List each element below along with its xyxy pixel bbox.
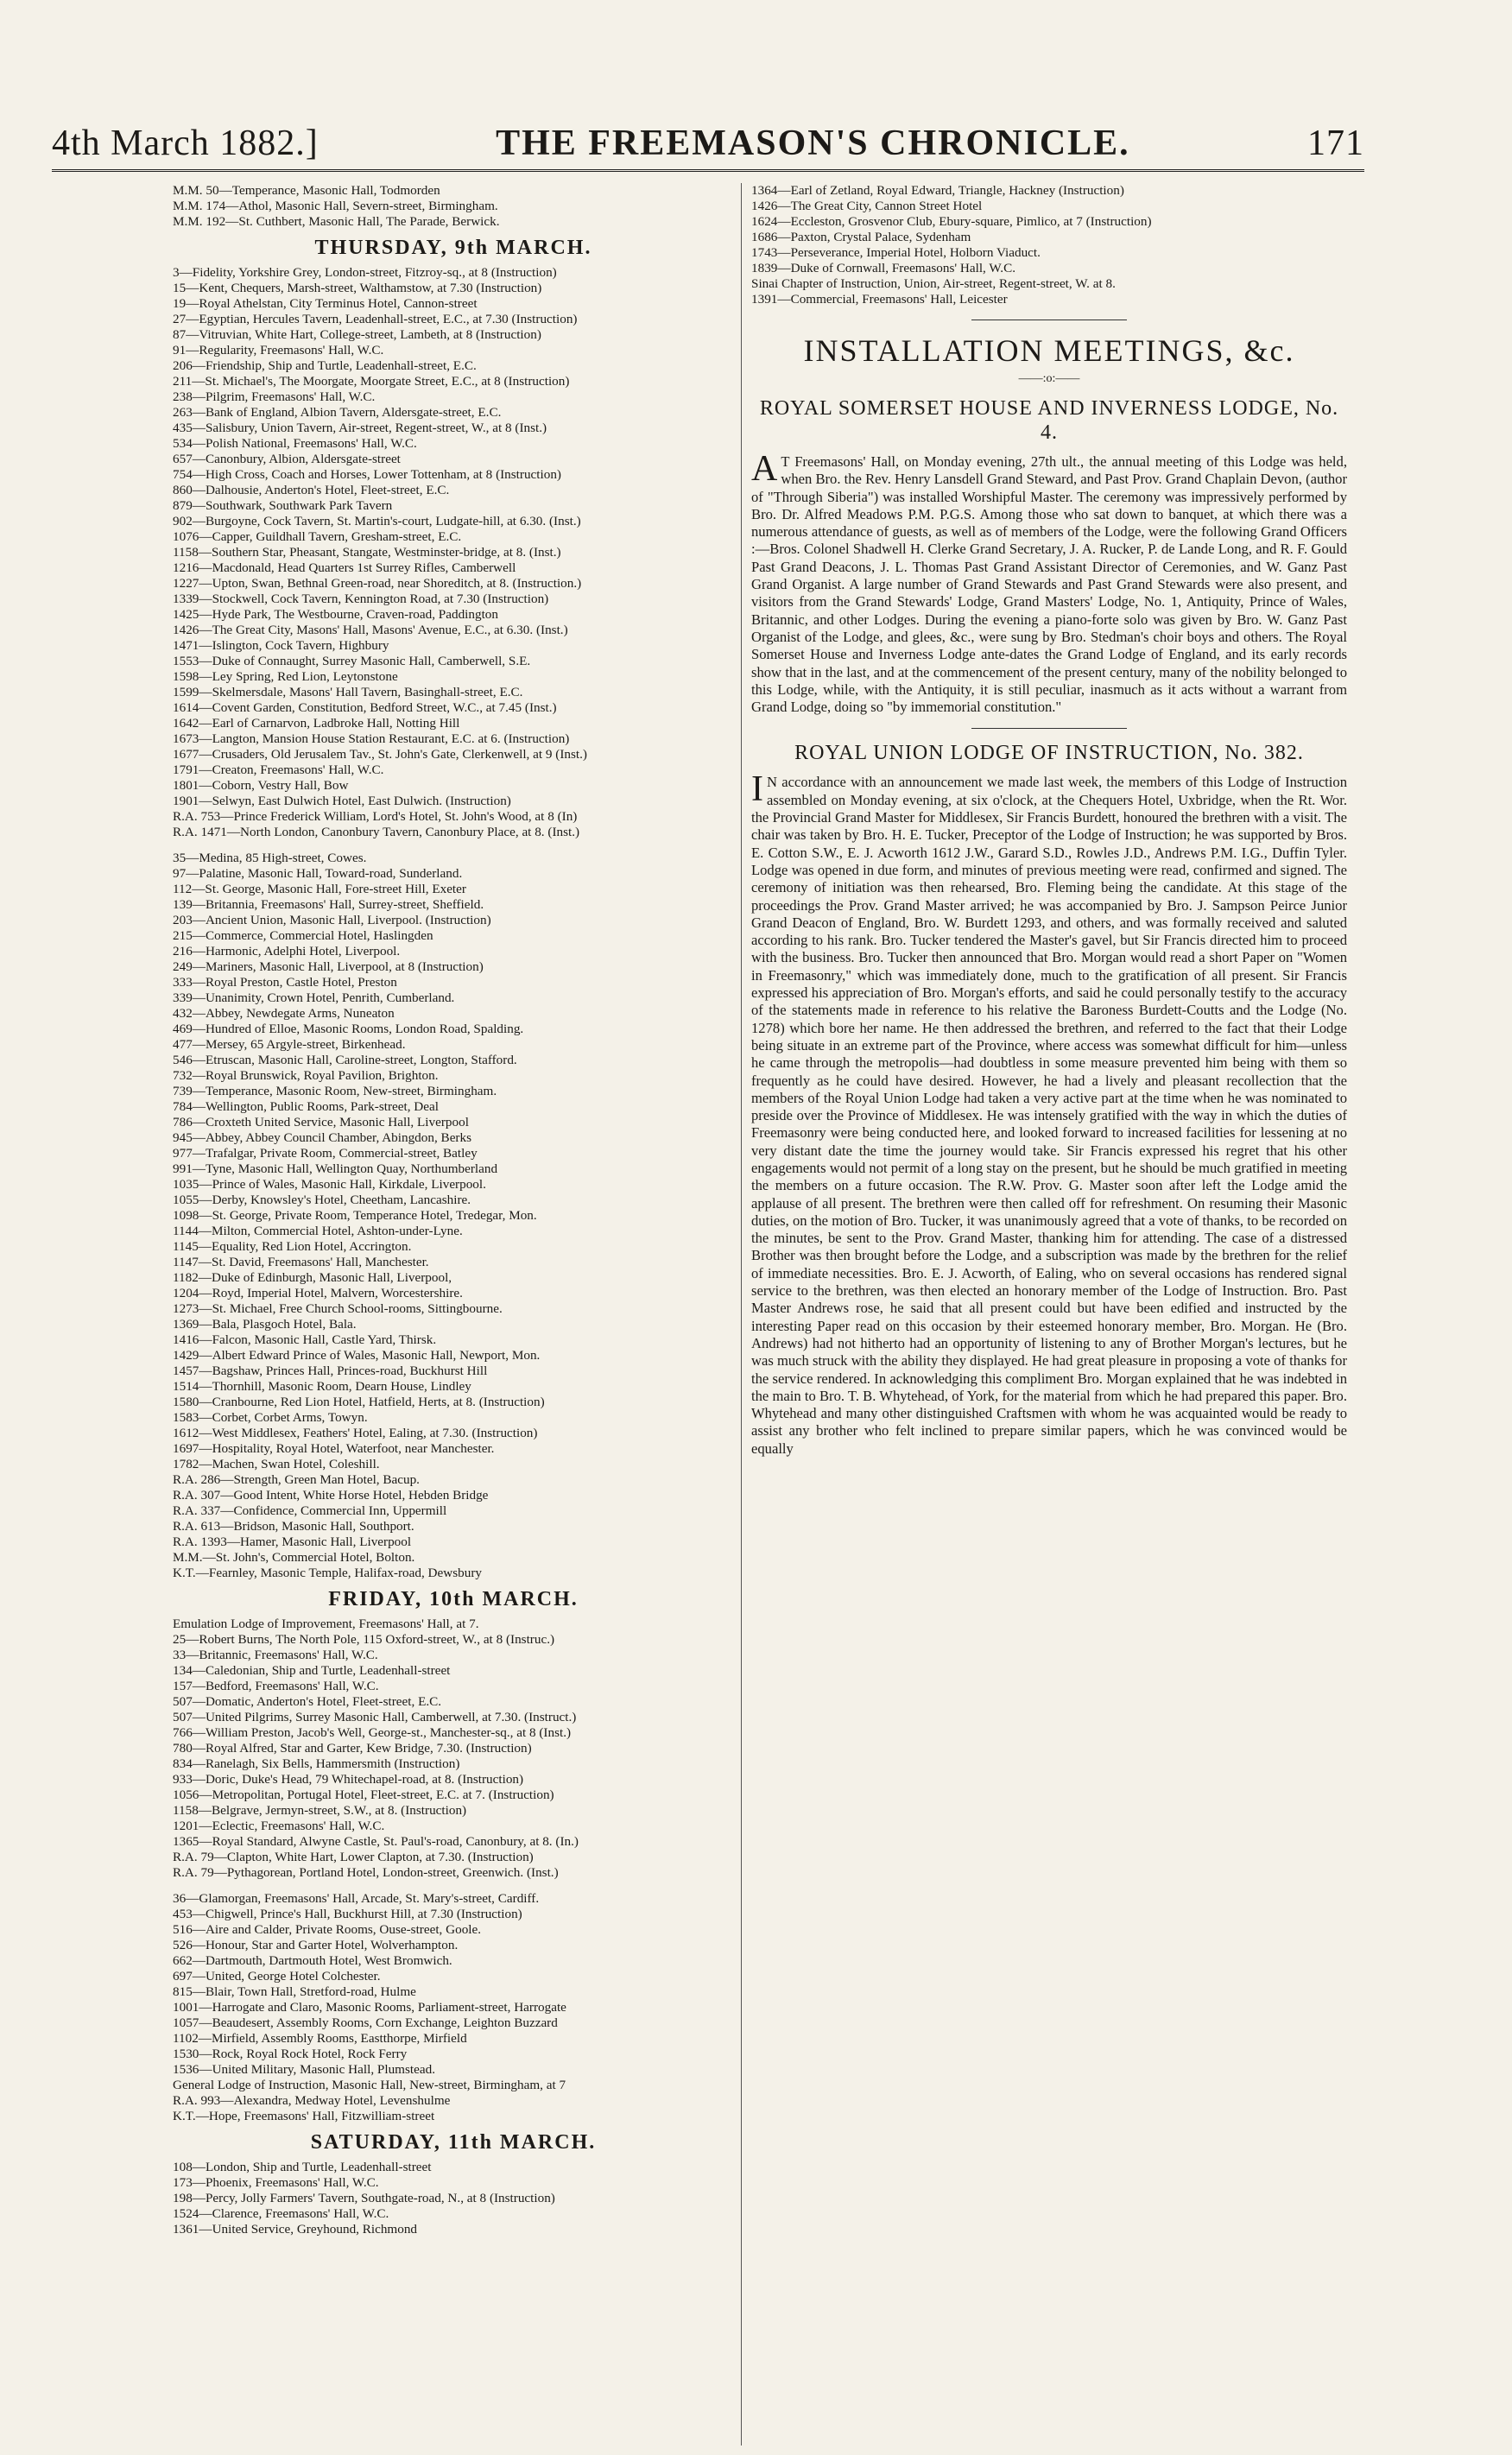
lodge-entry: 507—United Pilgrims, Surrey Masonic Hall, Camberwell, at 7.30. (Instruct.) (173, 1710, 577, 1724)
lodge-entry: 1553—Duke of Connaught, Surrey Masonic Hall, Camberwell, S.E. (173, 654, 531, 668)
lodge-entry: 1001—Harrogate and Claro, Masonic Rooms, Parliament-street, Harrogate (173, 2000, 566, 2015)
page-header (52, 121, 1364, 164)
lodge-entry: 477—Mersey, 65 Argyle-street, Birkenhead. (173, 1037, 406, 1052)
lodge-entry: 1369—Bala, Plasgoch Hotel, Bala. (173, 1317, 357, 1332)
lodge-entry: 933—Doric, Duke's Head, 79 Whitechapel-road, at 8. (Instruction) (173, 1772, 524, 1787)
lodge-entry: 534—Polish National, Freemasons' Hall, W.C. (173, 436, 417, 451)
lodge-entry: 766—William Preston, Jacob's Well, George-st., Manchester-sq., at 8 (Inst.) (173, 1725, 572, 1740)
lodge-entry: 112—St. George, Masonic Hall, Fore-street Hill, Exeter (173, 882, 466, 896)
lodge-entry: 108—London, Ship and Turtle, Leadenhall-street (173, 2160, 432, 2174)
lodge-entry: R.A. 79—Clapton, White Hart, Lower Clapton, at 7.30. (Instruction) (173, 1850, 534, 1864)
lodge-entry: 1391—Commercial, Freemasons' Hall, Leicester (751, 292, 1008, 307)
thursday-provincial-list (173, 851, 734, 1581)
friday-heading: FRIDAY, 10th MARCH. (328, 1588, 579, 1610)
lodge-entry: 1364—Earl of Zetland, Royal Edward, Triangle, Hackney (Instruction) (751, 183, 1124, 198)
lodge-entry: 1158—Southern Star, Pheasant, Stangate, Westminster-bridge, at 8. (Inst.) (173, 545, 561, 560)
lodge-entry: 786—Croxteth United Service, Masonic Hall, Liverpool (173, 1115, 469, 1129)
lodge-entry: 1147—St. David, Freemasons' Hall, Manchester. (173, 1255, 429, 1269)
lodge-entry: 249—Mariners, Masonic Hall, Liverpool, at 8 (Instruction) (173, 959, 484, 974)
lodge-entry: 902—Burgoyne, Cock Tavern, St. Martin's-court, Ludgate-hill, at 6.30. (Inst.) (173, 514, 581, 528)
lodge-entry: 1426—The Great City, Cannon Street Hotel (751, 199, 983, 213)
lodge-entry: R.A. 286—Strength, Green Man Hotel, Bacup. (173, 1472, 420, 1487)
lodge-entry: 1514—Thornhill, Masonic Room, Dearn House, Lindley (173, 1379, 471, 1394)
lodge-entry: 1273—St. Michael, Free Church School-rooms, Sittingbourne. (173, 1301, 503, 1316)
lodge-entry: 1743—Perseverance, Imperial Hotel, Holborn Viaduct. (751, 245, 1041, 260)
lodge-entry: R.A. 79—Pythagorean, Portland Hotel, London-street, Greenwich. (Inst.) (173, 1865, 559, 1880)
left-column (173, 183, 734, 2446)
lodge-entry: R.A. 993—Alexandra, Medway Hotel, Levenshulme (173, 2093, 451, 2108)
lodge-entry: 1530—Rock, Royal Rock Hotel, Rock Ferry (173, 2047, 408, 2061)
lodge-entry: 1697—Hospitality, Royal Hotel, Waterfoot, near Manchester. (173, 1441, 495, 1456)
lodge-entry: M.M. 192—St. Cuthbert, Masonic Hall, The Parade, Berwick. (173, 214, 500, 229)
lodge-entry: R.A. 337—Confidence, Commercial Inn, Uppermill (173, 1503, 447, 1518)
lodge-entry: 263—Bank of England, Albion Tavern, Aldersgate-street, E.C. (173, 405, 502, 420)
lodge-entry: 526—Honour, Star and Garter Hotel, Wolverhampton. (173, 1938, 459, 1952)
lodge-entry: 91—Regularity, Freemasons' Hall, W.C. (173, 343, 384, 357)
lodge-entry: 1056—Metropolitan, Portugal Hotel, Fleet-street, E.C. at 7. (Instruction) (173, 1787, 554, 1802)
lodge-entry: 657—Canonbury, Albion, Aldersgate-street (173, 452, 401, 466)
lodge-entry: 834—Ranelagh, Six Bells, Hammersmith (Instruction) (173, 1756, 460, 1771)
lodge-entry: M.M.—St. John's, Commercial Hotel, Bolton. (173, 1550, 415, 1565)
lodge-entry: 1076—Capper, Guildhall Tavern, Gresham-street, E.C. (173, 529, 462, 544)
lodge-entry: 1614—Covent Garden, Constitution, Bedford Street, W.C., at 7.45 (Inst.) (173, 700, 557, 715)
article2-heading: ROYAL UNION LODGE OF INSTRUCTION, No. 382. (794, 742, 1304, 765)
lodge-entry: 991—Tyne, Masonic Hall, Wellington Quay, Northumberland (173, 1161, 498, 1176)
lodge-entry: 1144—Milton, Commercial Hotel, Ashton-under-Lyne. (173, 1224, 463, 1238)
left-top-list (173, 183, 734, 230)
lodge-entry: 333—Royal Preston, Castle Hotel, Preston (173, 975, 397, 990)
lodge-entry: 1673—Langton, Mansion House Station Restaurant, E.C. at 6. (Instruction) (173, 731, 570, 746)
lodge-entry: 1426—The Great City, Masons' Hall, Masons' Avenue, E.C., at 6.30. (Inst.) (173, 623, 568, 637)
lodge-entry: 1182—Duke of Edinburgh, Masonic Hall, Liverpool, (173, 1270, 452, 1285)
lodge-entry: 662—Dartmouth, Dartmouth Hotel, West Bromwich. (173, 1953, 452, 1968)
lodge-entry: 1098—St. George, Private Room, Temperance Hotel, Tredegar, Mon. (173, 1208, 537, 1223)
lodge-entry: 1057—Beaudesert, Assembly Rooms, Corn Exchange, Leighton Buzzard (173, 2015, 558, 2030)
lodge-entry: 697—United, George Hotel Colchester. (173, 1969, 381, 1984)
lodge-entry: 27—Egyptian, Hercules Tavern, Leadenhall-street, E.C., at 7.30 (Instruction) (173, 312, 578, 326)
article1-body: AT Freemasons' Hall, on Monday evening, 27th ult., the annual meeting of this Lodge was held, when Bro. the Rev. Henry Lansdell Grand Steward, and Past Prov. Grand Chaplain Devon, (author of "Through Siberia") was installed Worshipful Master. The ceremony was impressively performed by Bro. Dr. Alfred Meadows P.M. P.G.S. Among those who sat down to banquet, at which there was a numerous attendance of guests, as well as of members of the Lodge, were the following Grand Officers :—Bros. Colonel Shadwell H. Clerke Grand Secretary, J. A. Rucker, P. de Lande Long, and R. F. Gould Past Grand Deacons, J. L. Thomas Past Grand Assistant Director of Ceremonies, and W. Ganz Past Grand Organist. A large number of Grand Stewards and Past Grand Stewards were also present, and visitors from the Grand Stewards' Lodge, Grand Masters' Lodge, No. 1, Antiquity, Prince of Wales, Britannic, and other Lodges. During the evening a piano-forte solo was given by Bro. W. Ganz Past Organist of the Lodge, and glees, &c., were sung by Bro. Stedman's choir boys and others. The Royal Somerset House and Inverness Lodge ante-dates the Grand Lodge of England, and its early records show that in the last, and at the commencement of the present century, many of the nobility belonged to this Lodge, while, with the Antiquity, it is still peculiar, inasmuch as it acts without a warrant from Grand Lodge, doing so "by immemorial constitution." (751, 449, 1347, 716)
friday-provincial-list (173, 1891, 734, 2124)
lodge-entry: 1102—Mirfield, Assembly Rooms, Eastthorpe, Mirfield (173, 2031, 467, 2046)
lodge-entry: 815—Blair, Town Hall, Stretford-road, Hulme (173, 1984, 416, 1999)
lodge-entry: 977—Trafalgar, Private Room, Commercial-street, Batley (173, 1146, 478, 1161)
saturday-heading: SATURDAY, 11th MARCH. (310, 2131, 597, 2154)
lodge-entry: 215—Commerce, Commercial Hotel, Haslingden (173, 928, 433, 943)
lodge-entry: 1901—Selwyn, East Dulwich Hotel, East Dulwich. (Instruction) (173, 794, 511, 808)
lodge-entry: 1583—Corbet, Corbet Arms, Towyn. (173, 1410, 368, 1425)
thursday-heading: THURSDAY, 9th MARCH. (314, 237, 592, 259)
installation-meetings-heading: INSTALLATION MEETINGS, &c. (803, 333, 1295, 368)
article-rule (971, 728, 1127, 729)
right-column (751, 183, 1347, 2446)
lodge-entry: 1612—West Middlesex, Feathers' Hotel, Ealing, at 7.30. (Instruction) (173, 1426, 538, 1440)
lodge-entry: 1791—Creaton, Freemasons' Hall, W.C. (173, 762, 384, 777)
lodge-entry: K.T.—Fearnley, Masonic Temple, Halifax-road, Dewsbury (173, 1566, 482, 1580)
lodge-entry: 1471—Islington, Cock Tavern, Highbury (173, 638, 389, 653)
lodge-entry: R.A. 1471—North London, Canonbury Tavern, Canonbury Place, at 8. (Inst.) (173, 825, 580, 839)
friday-list (173, 1617, 734, 1881)
lodge-entry: 453—Chigwell, Prince's Hall, Buckhurst Hill, at 7.30 (Instruction) (173, 1907, 522, 1921)
lodge-entry: 1145—Equality, Red Lion Hotel, Accrington. (173, 1239, 412, 1254)
lodge-entry: 139—Britannia, Freemasons' Hall, Surrey-street, Sheffield. (173, 897, 484, 912)
lodge-entry: 203—Ancient Union, Masonic Hall, Liverpool. (Instruction) (173, 913, 491, 927)
lodge-entry: 173—Phoenix, Freemasons' Hall, W.C. (173, 2175, 379, 2190)
lodge-entry: 945—Abbey, Abbey Council Chamber, Abingdon, Berks (173, 1130, 471, 1145)
lodge-entry: 157—Bedford, Freemasons' Hall, W.C. (173, 1679, 379, 1693)
header-rule (52, 169, 1364, 172)
lodge-entry: 97—Palatine, Masonic Hall, Toward-road, Sunderland. (173, 866, 463, 881)
lodge-entry: 1536—United Military, Masonic Hall, Plumstead. (173, 2062, 435, 2077)
lodge-entry: 1686—Paxton, Crystal Palace, Sydenham (751, 230, 971, 244)
lodge-entry: 754—High Cross, Coach and Horses, Lower Tottenham, at 8 (Instruction) (173, 467, 561, 482)
lodge-entry: 1158—Belgrave, Jermyn-street, S.W., at 8. (Instruction) (173, 1803, 467, 1818)
lodge-entry: 216—Harmonic, Adelphi Hotel, Liverpool. (173, 944, 401, 959)
lodge-entry: 1339—Stockwell, Cock Tavern, Kennington Road, at 7.30 (Instruction) (173, 592, 549, 606)
lodge-entry: M.M. 174—Athol, Masonic Hall, Severn-street, Birmingham. (173, 199, 498, 213)
lodge-entry: 211—St. Michael's, The Moorgate, Moorgate Street, E.C., at 8 (Instruction) (173, 374, 570, 389)
lodge-entry: 507—Domatic, Anderton's Hotel, Fleet-street, E.C. (173, 1694, 442, 1709)
lodge-entry: 1457—Bagshaw, Princes Hall, Princes-road, Buckhurst Hill (173, 1364, 488, 1378)
lodge-entry: 432—Abbey, Newdegate Arms, Nuneaton (173, 1006, 395, 1021)
lodge-entry: 1839—Duke of Cornwall, Freemasons' Hall, W.C. (751, 261, 1016, 275)
thursday-list (173, 265, 734, 840)
lodge-entry: 198—Percy, Jolly Farmers' Tavern, Southgate-road, N., at 8 (Instruction) (173, 2191, 555, 2205)
lodge-entry: 732—Royal Brunswick, Royal Pavilion, Brighton. (173, 1068, 439, 1083)
lodge-entry: 1216—Macdonald, Head Quarters 1st Surrey Rifles, Camberwell (173, 560, 516, 575)
lodge-entry: 87—Vitruvian, White Hart, College-street, Lambeth, at 8 (Instruction) (173, 327, 541, 342)
lodge-entry: R.A. 753—Prince Frederick William, Lord's Hotel, St. John's Wood, at 8 (In) (173, 809, 578, 824)
lodge-entry: 238—Pilgrim, Freemasons' Hall, W.C. (173, 389, 376, 404)
lodge-entry: 1642—Earl of Carnarvon, Ladbroke Hall, Notting Hill (173, 716, 460, 731)
lodge-entry: 1227—Upton, Swan, Bethnal Green-road, near Shoreditch, at 8. (Instruction.) (173, 576, 582, 591)
lodge-entry: 780—Royal Alfred, Star and Garter, Kew Bridge, 7.30. (Instruction) (173, 1741, 532, 1756)
lodge-entry: 739—Temperance, Masonic Room, New-street, Birmingham. (173, 1084, 497, 1098)
lodge-entry: 1677—Crusaders, Old Jerusalem Tav., St. John's Gate, Clerkenwell, at 9 (Inst.) (173, 747, 587, 762)
lodge-entry: 1365—Royal Standard, Alwyne Castle, St. Paul's-road, Canonbury, at 8. (In.) (173, 1834, 579, 1849)
publication-title: THE FREEMASON'S CHRONICLE. (496, 123, 1130, 163)
lodge-entry: 1624—Eccleston, Grosvenor Club, Ebury-square, Pimlico, at 7 (Instruction) (751, 214, 1152, 229)
lodge-entry: 1580—Cranbourne, Red Lion Hotel, Hatfield, Herts, at 8. (Instruction) (173, 1395, 545, 1409)
lodge-entry: R.A. 1393—Hamer, Masonic Hall, Liverpool (173, 1534, 412, 1549)
lodge-entry: 1204—Royd, Imperial Hotel, Malvern, Worcestershire. (173, 1286, 463, 1300)
lodge-entry: 36—Glamorgan, Freemasons' Hall, Arcade, St. Mary's-street, Cardiff. (173, 1891, 540, 1906)
lodge-entry: R.A. 613—Bridson, Masonic Hall, Southport. (173, 1519, 414, 1534)
saturday-list (173, 2160, 734, 2237)
lodge-entry: 19—Royal Athelstan, City Terminus Hotel, Cannon-street (173, 296, 478, 311)
lodge-entry: K.T.—Hope, Freemasons' Hall, Fitzwilliam-street (173, 2109, 435, 2123)
lodge-entry: 134—Caledonian, Ship and Turtle, Leadenhall-street (173, 1663, 451, 1678)
lodge-entry: 1598—Ley Spring, Red Lion, Leytonstone (173, 669, 398, 684)
lodge-entry: 3—Fidelity, Yorkshire Grey, London-street, Fitzroy-sq., at 8 (Instruction) (173, 265, 557, 280)
issue-date: 4th March 1882.] (52, 123, 319, 163)
lodge-entry: 860—Dalhousie, Anderton's Hotel, Fleet-street, E.C. (173, 483, 450, 497)
lodge-entry: M.M. 50—Temperance, Masonic Hall, Todmorden (173, 183, 440, 198)
lodge-entry: 1801—Coborn, Vestry Hall, Bow (173, 778, 349, 793)
lodge-entry: 469—Hundred of Elloe, Masonic Rooms, London Road, Spalding. (173, 1022, 524, 1036)
lodge-entry: 1782—Machen, Swan Hotel, Coleshill. (173, 1457, 380, 1471)
lodge-entry: 206—Friendship, Ship and Turtle, Leadenhall-street, E.C. (173, 358, 477, 373)
lodge-entry: 784—Wellington, Public Rooms, Park-street, Deal (173, 1099, 439, 1114)
lodge-entry: 546—Etruscan, Masonic Hall, Caroline-street, Longton, Stafford. (173, 1053, 517, 1067)
lodge-entry: 435—Salisbury, Union Tavern, Air-street, Regent-street, W., at 8 (Inst.) (173, 421, 547, 435)
page-number: 171 (1306, 123, 1364, 163)
section-separator: ——:o:—— (1018, 372, 1080, 385)
lodge-entry: 15—Kent, Chequers, Marsh-street, Walthamstow, at 7.30 (Instruction) (173, 281, 542, 295)
column-divider (741, 183, 742, 2446)
lodge-entry: 339—Unanimity, Crown Hotel, Penrith, Cumberland. (173, 990, 455, 1005)
lodge-entry: Sinai Chapter of Instruction, Union, Air-street, Regent-street, W. at 8. (751, 276, 1116, 291)
lodge-entry: 879—Southwark, Southwark Park Tavern (173, 498, 393, 513)
right-top-list (751, 183, 1347, 307)
lodge-entry: 1055—Derby, Knowsley's Hotel, Cheetham, Lancashire. (173, 1193, 471, 1207)
lodge-entry: 1201—Eclectic, Freemasons' Hall, W.C. (173, 1819, 385, 1833)
article1-heading: ROYAL SOMERSET HOUSE AND INVERNESS LODGE, No. 4. (759, 397, 1339, 444)
lodge-entry: General Lodge of Instruction, Masonic Hall, New-street, Birmingham, at 7 (173, 2078, 566, 2092)
lodge-entry: 25—Robert Burns, The North Pole, 115 Oxford-street, W., at 8 (Instruc.) (173, 1632, 555, 1647)
lodge-entry: 1425—Hyde Park, The Westbourne, Craven-road, Paddington (173, 607, 498, 622)
article2-body: IN accordance with an announcement we made last week, the members of this Lodge of Instruction assembled on Monday evening, at six o'clock, at the Chequers Hotel, Uxbridge, when the Rt. Wor. the Provincial Grand Master for Middlesex, Sir Francis Burdett, honoured the brethren with a visit. The chair was taken by Bro. H. E. Tucker, Preceptor of the Lodge of Instruction; he was supported by Bros. E. Cotton S.W., E. J. Acworth 1612 J.W., Garard S.D., Rowles J.D., Andrews P.M. I.G., Duffin Tyler. Lodge was opened in due form, and minutes of previous meeting were read, confirmed and signed. The ceremony of initiation was then rehearsed, Bro. Fleming being the candidate. At this stage of the proceedings the Prov. Grand Master arrived; he was accompanied by Bro. J. Sampson Peirce Junior Grand Deacon of England, Bro. W. Burdett 1293, and others, and was formally received and saluted according to his rank. Bro. Tucker tendered the Master's gavel, but Sir Francis directed him to proceed with the business. Bro. Tucker then announced that Bro. Morgan would read a short Paper on "Women in Freemasonry," which was immediately done, much to the gratification of all present. Sir Francis expressed his appreciation of Bro. Morgan's efforts, and said he could personally testify to the accuracy of the statements made in reference to his relative the Baroness Burdett-Coutts and the Lodge (No. 1278) which bore her name. He then addressed the brethren, and referred to the fact that their Lodge being situate in an extreme part of the Province, where access was somewhat difficult for him—unless he came through the metropolis—had doubtless in some measure prevented him being with them so frequently as he could have desired. However, he had a lively and pleasant recollection that the members of the Royal Union Lodge had taken a very active part at the time when he was nominated to preside over the Province of Middlesex. He was intensely gratified with the way in which the duties of Freemasonry were being conducted here, and looked forward to increased facilities for lessening at no very distant date the time the journey would take. Sir Francis expressed his regret that his other engagements would not permit of a long stay on the present, but he should be much gratified in meeting the members on a future occasion. The R.W. Prov. G. Master soon after left the Lodge amid the applause of all present. The brethren were then called off for refreshment. On resuming their Masonic duties, on the motion of Bro. Tucker, it was unanimously agreed that a vote of thanks, to be recorded on the minutes, be sent to the Prov. Grand Master, thanking him for attending. The case of a distressed Brother was then brought before the Lodge, and a subscription was made by the brethren for the relief of immediate necessities. Bro. E. J. Acworth, of Ealing, who on several occasions has rendered signal service to the brethren, was then elected an honorary member of the Lodge of Instruction. Bro. Past Master Andrews rose, he said that all present could but have been edified and instructed by the interesting Paper read on this occasion by their esteemed honorary member, Bro. Morgan. He (Bro. Andrews) had not hitherto had an opportunity of listening to any of Brother Morgan's lectures, but he was much struck with the ability they displayed. He had great pleasure in proposing a vote of thanks for the service rendered. In acknowledging this compliment Bro. Morgan explained that he was indebted in the main to Bro. T. B. Whytehead, of York, for the material from which he had prepared this paper. Bro. Whytehead and many other distinguished Craftsmen with whom he was acquainted would be ready to assist any brother who felt inclined to prepare similar papers, which he was convinced would be equally (751, 769, 1347, 1457)
lodge-entry: 1361—United Service, Greyhound, Richmond (173, 2222, 418, 2237)
lodge-entry: 1416—Falcon, Masonic Hall, Castle Yard, Thirsk. (173, 1332, 437, 1347)
lodge-entry: 1524—Clarence, Freemasons' Hall, W.C. (173, 2206, 389, 2221)
lodge-entry: 1599—Skelmersdale, Masons' Hall Tavern, Basinghall-street, E.C. (173, 685, 523, 699)
lodge-entry: 516—Aire and Calder, Private Rooms, Ouse-street, Goole. (173, 1922, 482, 1937)
lodge-entry: 1429—Albert Edward Prince of Wales, Masonic Hall, Newport, Mon. (173, 1348, 541, 1363)
lodge-entry: 1035—Prince of Wales, Masonic Hall, Kirkdale, Liverpool. (173, 1177, 486, 1192)
lodge-entry: 33—Britannic, Freemasons' Hall, W.C. (173, 1648, 378, 1662)
lodge-entry: R.A. 307—Good Intent, White Horse Hotel, Hebden Bridge (173, 1488, 489, 1503)
lodge-entry: Emulation Lodge of Improvement, Freemasons' Hall, at 7. (173, 1617, 479, 1631)
lodge-entry: 35—Medina, 85 High-street, Cowes. (173, 851, 367, 865)
